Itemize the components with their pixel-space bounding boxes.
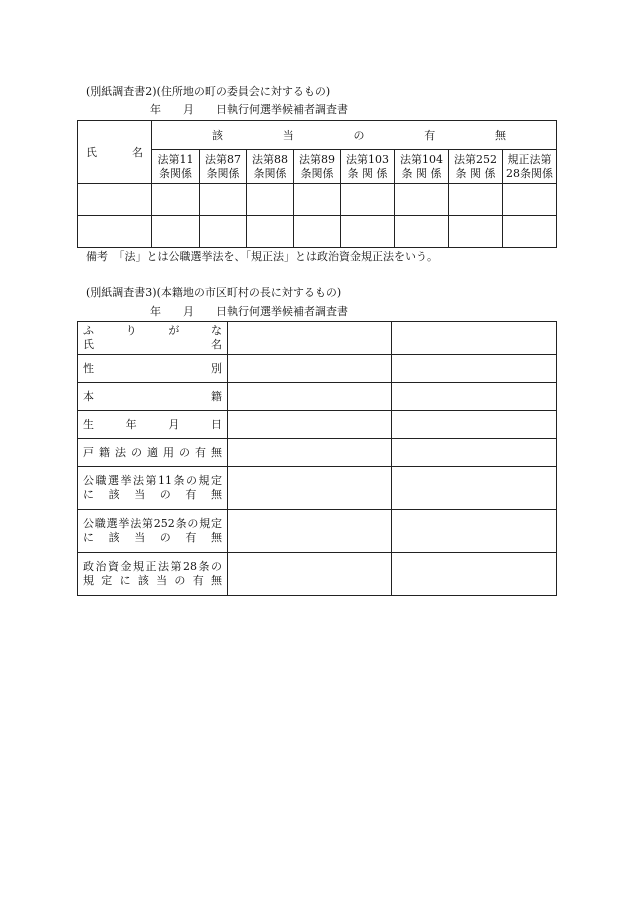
table-cell[interactable] bbox=[449, 216, 503, 248]
applicable-header-cell bbox=[152, 121, 557, 150]
column-header: 法第87 条関係 bbox=[200, 150, 247, 184]
form2-table bbox=[77, 120, 557, 248]
applicable-char: 無 bbox=[495, 129, 506, 142]
table-cell[interactable] bbox=[392, 411, 557, 439]
table-cell[interactable] bbox=[228, 322, 392, 355]
table-cell[interactable] bbox=[228, 467, 392, 510]
table-cell[interactable] bbox=[341, 184, 395, 216]
column-header: 規正法第 28条関係 bbox=[503, 150, 557, 184]
column-header: 法第88 条関係 bbox=[247, 150, 294, 184]
table-cell[interactable] bbox=[152, 216, 200, 248]
row-label-art252: 公職選挙法第252条の規定 に該当の有無 bbox=[78, 510, 228, 553]
table-cell[interactable] bbox=[294, 216, 341, 248]
applicable-char: の bbox=[353, 129, 365, 142]
row-label-honseki: 本籍 bbox=[78, 383, 228, 411]
column-header: 法第103 条 関 係 bbox=[341, 150, 395, 184]
table-cell[interactable] bbox=[392, 439, 557, 467]
applicable-char: 有 bbox=[424, 129, 436, 142]
table-cell[interactable] bbox=[392, 553, 557, 596]
form3-subtitle: 年 月 日執行何選挙候補者調査書 bbox=[150, 305, 348, 318]
table-cell[interactable] bbox=[294, 184, 341, 216]
table-cell[interactable] bbox=[200, 184, 247, 216]
table-cell[interactable] bbox=[449, 184, 503, 216]
table-cell[interactable] bbox=[78, 184, 152, 216]
name-header-char2: 名 bbox=[132, 146, 143, 159]
table-cell[interactable] bbox=[228, 439, 392, 467]
name-header-char1: 氏 bbox=[86, 146, 97, 159]
table-cell[interactable] bbox=[341, 216, 395, 248]
table-cell[interactable] bbox=[503, 216, 557, 248]
form3-table bbox=[77, 321, 557, 596]
table-cell[interactable] bbox=[392, 355, 557, 383]
applicable-char: 該 bbox=[212, 129, 223, 142]
table-cell[interactable] bbox=[228, 355, 392, 383]
column-header: 法第252 条 関 係 bbox=[449, 150, 503, 184]
table-cell[interactable] bbox=[392, 383, 557, 411]
table-cell[interactable] bbox=[392, 510, 557, 553]
row-label-art11: 公職選挙法第11条の規定 に該当の有無 bbox=[78, 467, 228, 510]
table-cell[interactable] bbox=[228, 383, 392, 411]
row-label-koseki-law: 戸籍法の適用の有無 bbox=[78, 439, 228, 467]
row-label-furigana-name: ふりがな 氏名 bbox=[78, 322, 228, 355]
table-cell[interactable] bbox=[228, 553, 392, 596]
form2-heading: (別紙調査書2)(住所地の町の委員会に対するもの) bbox=[86, 85, 331, 98]
table-cell[interactable] bbox=[152, 184, 200, 216]
table-cell[interactable] bbox=[392, 467, 557, 510]
table-cell[interactable] bbox=[395, 216, 449, 248]
table-cell[interactable] bbox=[228, 510, 392, 553]
column-header: 法第89 条関係 bbox=[294, 150, 341, 184]
row-label-sex: 性別 bbox=[78, 355, 228, 383]
form2-note: 備考 「法」とは公職選挙法を、「規正法」とは政治資金規正法をいう。 bbox=[86, 250, 438, 263]
column-header: 法第11 条関係 bbox=[152, 150, 200, 184]
table-cell[interactable] bbox=[247, 216, 294, 248]
table-cell[interactable] bbox=[228, 411, 392, 439]
form2-subtitle: 年 月 日執行何選挙候補者調査書 bbox=[150, 103, 348, 116]
form3-heading: (別紙調査書3)(本籍地の市区町村の長に対するもの) bbox=[86, 286, 342, 299]
table-cell[interactable] bbox=[395, 184, 449, 216]
column-header: 法第104 条 関 係 bbox=[395, 150, 449, 184]
row-label-art28: 政治資金規正法第28条の 規定に該当の有無 bbox=[78, 553, 228, 596]
table-cell[interactable] bbox=[200, 216, 247, 248]
applicable-char: 当 bbox=[282, 129, 294, 142]
name-header-cell bbox=[78, 121, 152, 184]
table-cell[interactable] bbox=[247, 184, 294, 216]
table-cell[interactable] bbox=[503, 184, 557, 216]
table-cell[interactable] bbox=[392, 322, 557, 355]
row-label-birthdate: 生年月日 bbox=[78, 411, 228, 439]
table-cell[interactable] bbox=[78, 216, 152, 248]
